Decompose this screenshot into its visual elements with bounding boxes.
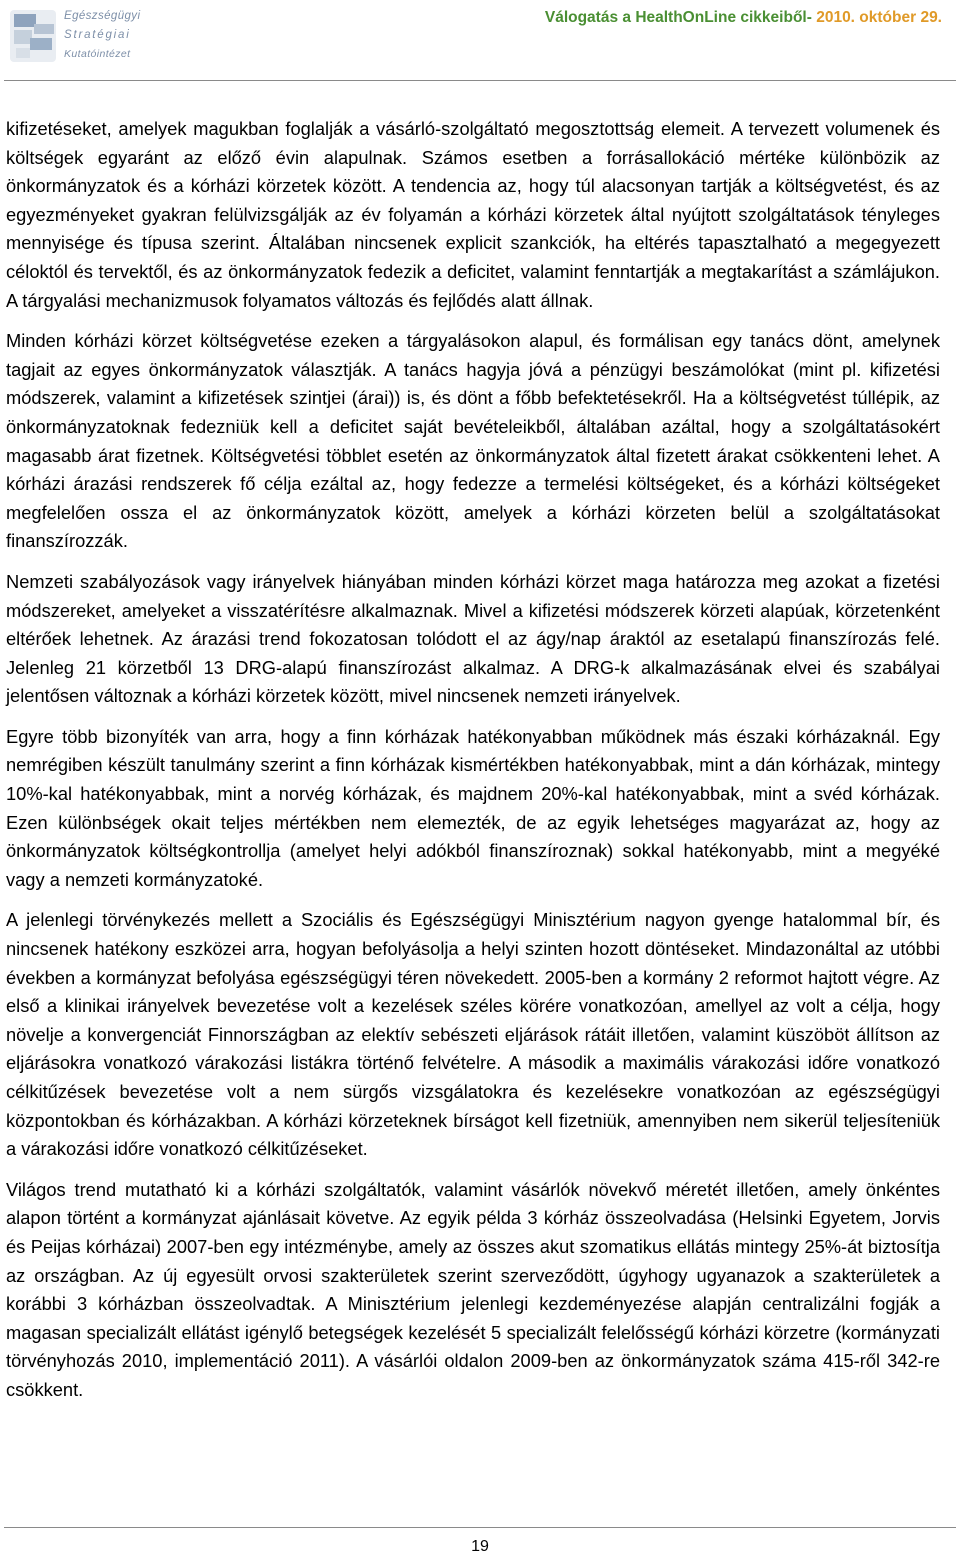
institute-logo — [8, 6, 141, 66]
logo-line-2: Stratégiai — [64, 29, 131, 41]
document-body — [6, 115, 940, 1417]
paragraph: kifizetéseket, amelyek magukban foglalják a vásárló-szolgáltató megosztottság elemeit. A tervezett volumenek és költségek egyaránt az előző évin alapulnak. Számos esetben a forrásallokáció mértéke különbözik az önkormányzatok és a kórházi körzetek között. A tendencia az, hogy túl alacsonyan tartják a költségvetést, és az egyezményeket gyakran felülvizsgálják az év folyamán a kórházi körzetek által nyújtott szolgáltatások tényleges mennyisége és típusa szerint. Általában nincsenek explicit szankciók, ha eltérés tapasztalható a megegyezett céloktól és tervektől, és az önkormányzatok fedezik a deficitet, valamint fenntartják a megtakarítást a számlájukon. A tárgyalási mechanizmusok folyamatos változás és fejlődés alatt állnak. — [6, 118, 940, 311]
header-date: 2010. október 29. — [816, 9, 942, 26]
logo-line-3: Kutatóintézet — [64, 48, 131, 60]
header-divider — [4, 80, 956, 81]
paragraph: Minden kórházi körzet költségvetése ezeken a tárgyalásokon alapul, és formálisan egy tanács dönt, amelynek tagjait az egyes önkormányzatok választják. A tanács hagyja jóvá a pénzügyi beszámolókat (mint pl. kifizetési módszerek, valamint a kifizetések szintjei (árai)) is, és dönt a főbb befektetésekről. Ha a költségvetést túllépik, az önkormányzatoknak fedezniük kell a deficitet saját bevételeikből, általában azáltal, hogy a szolgáltatásokért magasabb árat fizetnek. Költségvetési többlet esetén az önkormányzatok által fizetett árakat csökkenteni lehet. A kórházi árazási rendszerek fő célja ezáltal az, hogy fedezze a termelési költségeket, és a kórházi költségeket megfelelően ossza el az önkormányzatok között, amelyek a kórházi körzeten belül a szolgáltatásokat finanszírozzák. — [6, 330, 940, 552]
paragraph: Világos trend mutatható ki a kórházi szolgáltatók, valamint vásárlók növekvő méretét illetően, amely önkéntes alapon történt a kormányzat ajánlásait követve. Az egyik példa 3 kórház összeolvadása (Helsinki Egyetem, Jorvis és Peijas kórházai) 2007-ben egy intézménybe, amely az összes akut szomatikus ellátás mintegy 25%-át biztosítja az országban. Az új egyesült orvosi szakterületek szerint szerveződött, úgyhogy ugyanazok a szakterületek a korábbi 3 kórházban összeolvadtak. A Minisztérium jelenlegi kezdeményezése alapján centralizálni fogják a magasan specializált ellátást igénylő betegségek kezelését 5 specializált felelősségű kórházi körzetre (kormányzati törvényhozás 2010, implementáció 2011). A vásárlói oldalon 2009-ben az önkormányzatok száma 415-ről 342-re csökkent. — [6, 1178, 940, 1400]
logo-line-1: Egészségügyi — [64, 10, 141, 22]
logo-emblem-icon — [8, 6, 62, 66]
running-header — [545, 9, 942, 27]
paragraph: Egyre több bizonyíték van arra, hogy a finn kórházak hatékonyabban működnek más északi kórházaknál. Egy nemrégiben készült tanulmány szerint a finn kórházak kismértékben hatékonyabbak, mint a dán kórházak, mintegy 10%-kal hatékonyabbak, mint a norvég kórházak, és majdnem 20%-kal hatékonyabbak, mint a svéd kórházak. Ezen különbségek okait teljes mértékben nem elemezték, de az egyik lehetséges magyarázat az, hogy az önkormányzatok költségkontrollja (amelyet helyi adókból finanszíroznak) sokkal hatékonyabb, mint a megyéké vagy a nemzeti kormányzatoké. — [6, 725, 940, 890]
paragraph: A jelenlegi törvénykezés mellett a Szociális és Egészségügyi Minisztérium nagyon gyenge hatalommal bír, és nincsenek hatékony eszközei arra, hogyan befolyásolja a helyi szinten hozott döntéseket. Mindazonáltal az utóbbi években a kormányzat befolyása egészségügyi téren növekedett. 2005-ben a kormány 2 reformot hajtott végre. Az első a klinikai irányelvek bevezetése volt a kezelések széles körére vonatkozóan, amellyel az volt a célja, hogy növelje a konvergenciát Finnországban az elektív sebészeti eljárások rátáit illetően, valamint küszöböt állítson az eljárásokra vonatkozó várakozási listákra történő felvételre. A második a maximális várakozási időre vonatkozó célkitűzések bevezetése volt a nem sürgős vizsgálatokra és kezelésekre vonatkozóan az egészségügyi központokban és kórházakban. A kórházi körzeteknek bírságot kell fizetniük, amennyiben nem sikerül teljesíteniük a várakozási időre vonatkozó célkitűzéseket. — [6, 909, 940, 1160]
paragraph: Nemzeti szabályozások vagy irányelvek hiányában minden kórházi körzet maga határozza meg azokat a fizetési módszereket, amelyeket a visszatérítésre alkalmaznak. Mivel a kifizetési módszerek körzeti alapúak, körzetenként eltérőek lehetnek. Az árazási trend fokozatosan tolódott el az ágy/nap áraktól az esetalapú finanszírozás felé. Jelenleg 21 körzetből 13 DRG-alapú finanszírozást alkalmaz. A DRG-k alkalmazásának elvei és szabályai jelentősen változnak a kórházi körzetek között, mivel nincsenek nemzeti irányelvek. — [6, 570, 940, 707]
page-number: 19 — [471, 1538, 489, 1555]
footer-divider — [4, 1527, 956, 1528]
header-title: Válogatás a HealthOnLine cikkeiből- — [544, 9, 812, 26]
page-header — [0, 0, 960, 80]
